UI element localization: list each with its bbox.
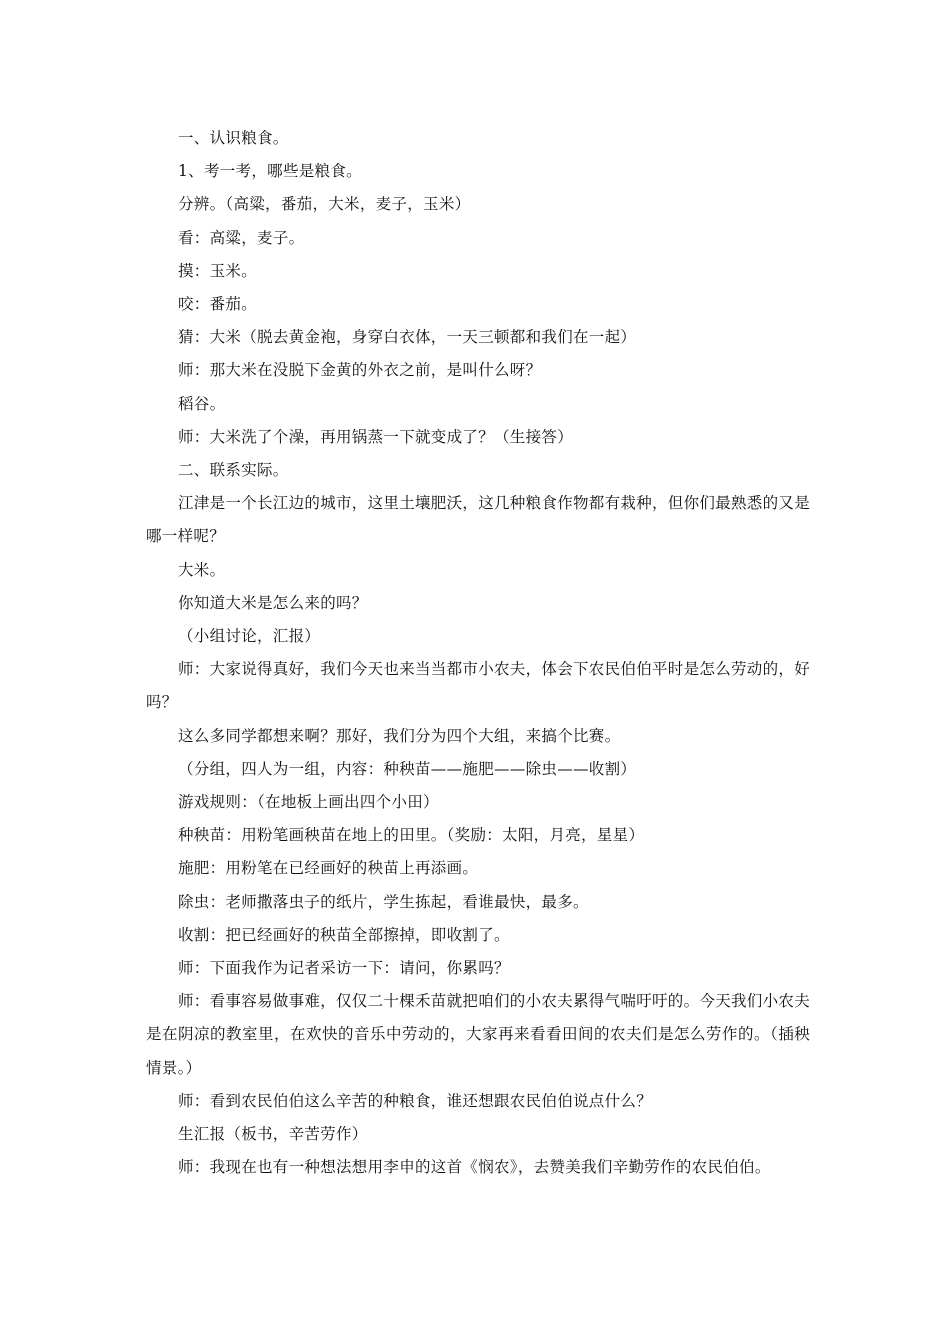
paragraph: 种秧苗：用粉笔画秧苗在地上的田里。（奖励：太阳，月亮，星星） xyxy=(178,826,645,845)
document-body xyxy=(146,122,810,1185)
paragraph: 师：下面我作为记者采访一下：请问，你累吗？ xyxy=(178,959,510,978)
paragraph: 师：我现在也有一种想法想用李申的这首《悯农》，去赞美我们辛勤劳作的农民伯伯。 xyxy=(178,1158,771,1177)
paragraph: 除虫：老师撒落虫子的纸片，学生拣起，看谁最快，最多。 xyxy=(178,892,589,911)
paragraph: 1、考一考，哪些是粮食。 xyxy=(178,162,362,181)
heading-recognize-grain: 一、认识粮食。 xyxy=(178,129,289,147)
paragraph: 大米。 xyxy=(178,560,226,579)
paragraph: 生汇报（板书，辛苦劳作） xyxy=(178,1125,368,1144)
paragraph: 师：看事容易做事难，仅仅二十棵禾苗就把咱们的小农夫累得气喘吁吁的。今天我们小农夫是在阴凉的教室里，在欢快的音乐中劳动的，大家再来看看田间的农夫们是怎么劳作的。（插秧情景。） xyxy=(146,992,811,1077)
paragraph: 施肥：用粉笔在已经画好的秧苗上再添画。 xyxy=(178,859,479,878)
paragraph: 师：大家说得真好，我们今天也来当当都市小农夫，体会下农民伯伯平时是怎么劳动的，好吗？ xyxy=(146,660,811,712)
paragraph: 这么多同学都想来啊？那好，我们分为四个大组，来搞个比赛。 xyxy=(178,726,621,745)
paragraph: 看：高粱，麦子。 xyxy=(178,228,305,247)
paragraph: 师：那大米在没脱下金黄的外衣之前，是叫什么呀？ xyxy=(178,361,542,380)
paragraph: 你知道大米是怎么来的吗？ xyxy=(178,593,368,612)
paragraph: （分组，四人为一组，内容：种秧苗——施肥——除虫——收割） xyxy=(178,759,637,778)
paragraph: 摸：玉米。 xyxy=(178,261,258,280)
paragraph: 咬：番茄。 xyxy=(178,295,258,314)
paragraph: 收割：把已经画好的秧苗全部擦掉，即收割了。 xyxy=(178,925,510,944)
paragraph: 分辨。（高粱，番茄，大米，麦子，玉米） xyxy=(178,195,471,214)
paragraph: 师：看到农民伯伯这么辛苦的种粮食，谁还想跟农民伯伯说点什么？ xyxy=(178,1091,653,1110)
paragraph: 师：大米洗了个澡，再用锅蒸一下就变成了？（生接答） xyxy=(178,427,574,446)
paragraph: （小组讨论，汇报） xyxy=(178,627,321,646)
heading-connect-reality: 二、联系实际。 xyxy=(178,461,289,480)
paragraph: 江津是一个长江边的城市，这里土壤肥沃，这几种粮食作物都有栽种，但你们最熟悉的又是哪一样呢？ xyxy=(146,494,811,546)
paragraph: 猜：大米（脱去黄金袍，身穿白衣体，一天三顿都和我们在一起） xyxy=(178,328,637,347)
paragraph: 游戏规则：（在地板上画出四个小田） xyxy=(178,793,439,812)
paragraph: 稻谷。 xyxy=(178,394,226,413)
